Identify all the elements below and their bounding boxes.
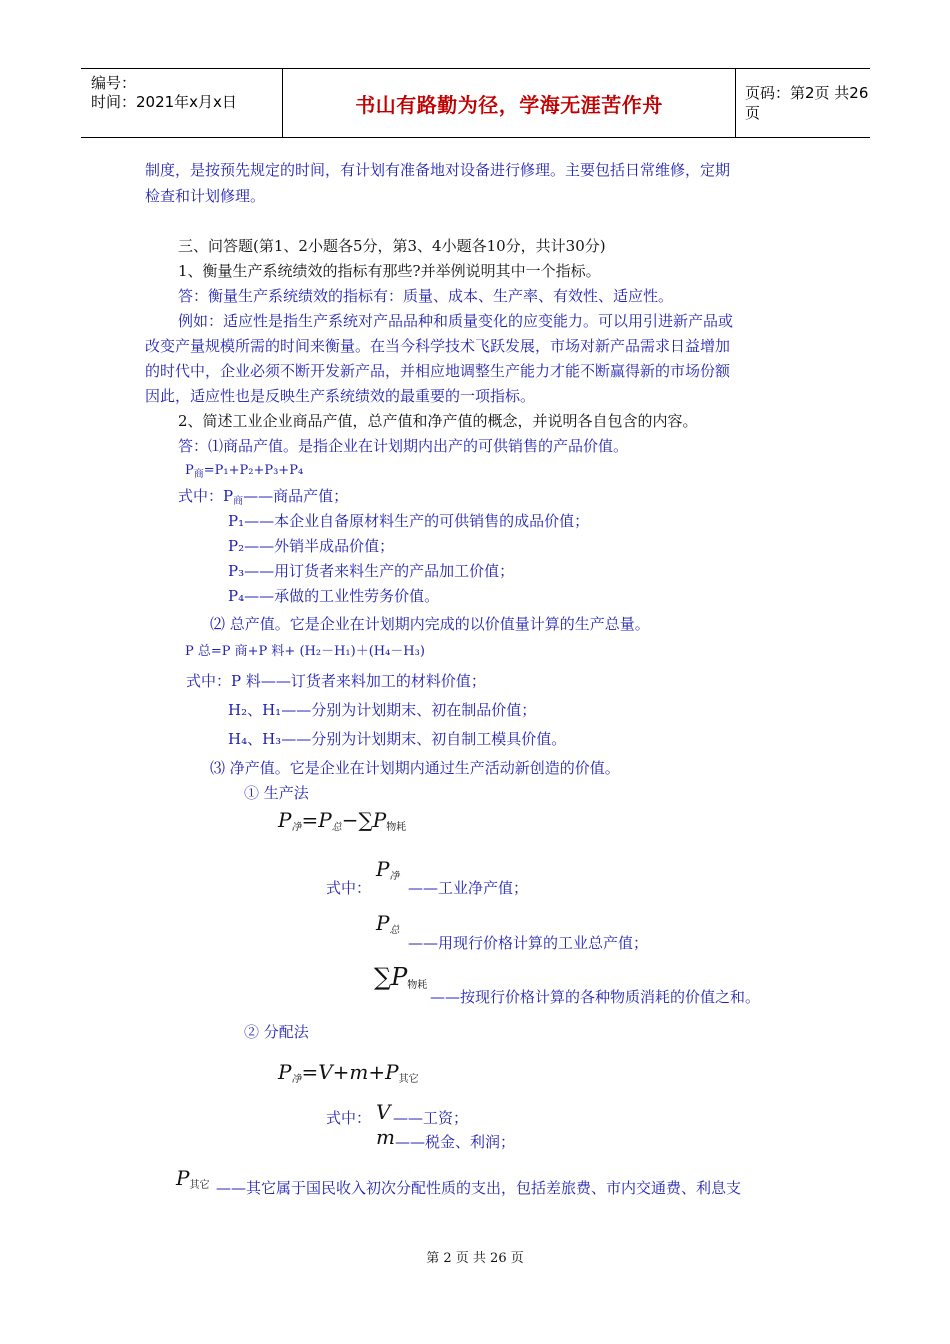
formula-symbol-net — [376, 856, 399, 890]
formula-commodity-value — [185, 460, 303, 486]
definition-line: H₂、H₁——分别为计划期末、初在制品价值； — [228, 701, 537, 719]
where-label: 式中：P — [178, 487, 234, 505]
header-motto-cell — [283, 69, 736, 137]
formula-net-value-production — [278, 806, 406, 842]
answer-2-part-3: ⑶ 净产值。它是企业在计划期内通过生产活动新创造的价值。 — [210, 759, 620, 777]
paragraph-line: 检查和计划修理。 — [145, 187, 266, 205]
definition-text: ——用现行价格计算的工业总产值； — [408, 934, 649, 952]
formula-symbol: ∑P — [374, 963, 408, 991]
section-title: 三、问答题(第1、2小题各5分，第3、4小题各10分，共计30分) — [178, 237, 606, 255]
definition-text: ——其它属于国民收入初次分配性质的支出，包括差旅费、市内交通费、利息支 — [216, 1179, 742, 1197]
formula-rhs: =P₁+P₂+P₃+P₄ — [203, 463, 304, 478]
document-header — [81, 68, 870, 138]
definition-line: P₃——用订货者来料生产的产品加工价值； — [228, 562, 515, 580]
paragraph-line: 例如：适应性是指生产系统对产品品种和质量变化的应变能力。可以用引进新产品或 — [178, 312, 734, 330]
definition-line — [178, 485, 348, 513]
formula-subscript: 净 — [389, 871, 400, 882]
definition-text: ——税金、利润； — [395, 1133, 516, 1151]
paragraph-line: 改变产量规模所需的时间来衡量。在当今科学技术飞跃发展，市场对新产品需求日益增加 — [145, 337, 731, 355]
paragraph-line: 的时代中，企业必须不断开发新产品，并相应地调整生产能力才能不断赢得新的市场份额 — [145, 362, 731, 380]
question-2: 2、简述工业企业商品产值，总产值和净产值的概念，并说明各自包含的内容。 — [178, 412, 698, 430]
formula-subscript: 商 — [193, 469, 204, 480]
definition-text: ——商品产值； — [243, 487, 349, 505]
answer-2-part-2: ⑵ 总产值。它是企业在计划期内完成的以价值量计算的生产总量。 — [210, 615, 650, 633]
definition-line: H₄、H₃——分别为计划期末、初自制工模具价值。 — [228, 730, 567, 748]
formula-gross-value: P 总=P 商+P 料+ (H₂－H₁)＋(H₄－H₃) — [185, 644, 425, 659]
formula-symbol-material — [374, 962, 427, 1001]
formula-symbol: m — [376, 1125, 395, 1149]
definition-line: P₁——本企业自备原材料生产的可供销售的成品价值； — [228, 512, 590, 530]
formula-symbol: P — [278, 1060, 292, 1084]
formula-symbol-m — [376, 1125, 395, 1151]
paragraph-line: 因此，适应性也是反映生产系统绩效的最重要的一项指标。 — [145, 387, 536, 405]
where-label: 式中： — [326, 879, 372, 897]
definition-line: P₄——承做的工业性劳务价值。 — [228, 587, 440, 605]
formula-subscript: 商 — [233, 496, 244, 507]
formula-symbol: =P — [301, 808, 332, 832]
definition-line: 式中：P 料——订货者来料加工的材料价值； — [186, 672, 486, 690]
formula-net-value-distribution — [278, 1058, 419, 1094]
definition-text: ——按现行价格计算的各种物质消耗的价值之和。 — [430, 988, 761, 1006]
question-1: 1、衡量生产系统绩效的指标有那些?并举例说明其中一个指标。 — [178, 262, 601, 280]
formula-subscript: 物耗 — [386, 822, 407, 833]
definition-text: ——工业净产值； — [408, 879, 529, 897]
date-label: 时间：2021年x月x日 — [91, 93, 237, 111]
definition-text: ——工资； — [393, 1109, 469, 1127]
motto-text: 书山有路勤为径，学海无涯苦作舟 — [355, 92, 663, 117]
header-info-cell — [81, 69, 283, 137]
answer-1: 答：衡量生产系统绩效的指标有：质量、成本、生产率、有效性、适应性。 — [178, 287, 674, 305]
paragraph-line: 制度，是按预先规定的时间，有计划有准备地对设备进行修理。主要包括日常维修，定期 — [145, 161, 731, 179]
formula-subscript: 其它 — [398, 1074, 419, 1085]
formula-symbol: P — [185, 463, 194, 478]
formula-subscript: 总 — [331, 822, 342, 833]
method-distribution: ② 分配法 — [244, 1023, 309, 1041]
formula-symbol: V — [376, 1100, 391, 1124]
formula-subscript: 其它 — [189, 1180, 210, 1191]
definition-line: P₂——外销半成品价值； — [228, 537, 395, 555]
method-production: ① 生产法 — [244, 784, 309, 802]
formula-subscript: 净 — [291, 822, 302, 833]
formula-symbol: −∑P — [341, 808, 387, 832]
where-label: 式中： — [326, 1109, 372, 1127]
page-label: 页码：第2页 共26页 — [745, 84, 869, 122]
formula-symbol: P — [376, 911, 390, 935]
formula-subscript: 物耗 — [407, 980, 428, 991]
number-label: 编号： — [91, 74, 137, 92]
formula-subscript: 总 — [389, 925, 400, 936]
formula-subscript: 净 — [291, 1074, 302, 1085]
formula-symbol: =V+m+P — [301, 1060, 399, 1084]
formula-symbol-gross — [376, 910, 399, 944]
header-page-cell — [736, 69, 870, 137]
formula-symbol: P — [278, 808, 292, 832]
page-footer: 第 2 页 共 26 页 — [426, 1251, 524, 1266]
formula-symbol-other — [176, 1165, 209, 1199]
formula-symbol: P — [176, 1166, 190, 1190]
formula-symbol: P — [376, 857, 390, 881]
formula-symbol-v — [376, 1100, 390, 1126]
answer-2-part-1: 答：⑴商品产值。是指企业在计划期内出产的可供销售的产品价值。 — [178, 437, 629, 455]
